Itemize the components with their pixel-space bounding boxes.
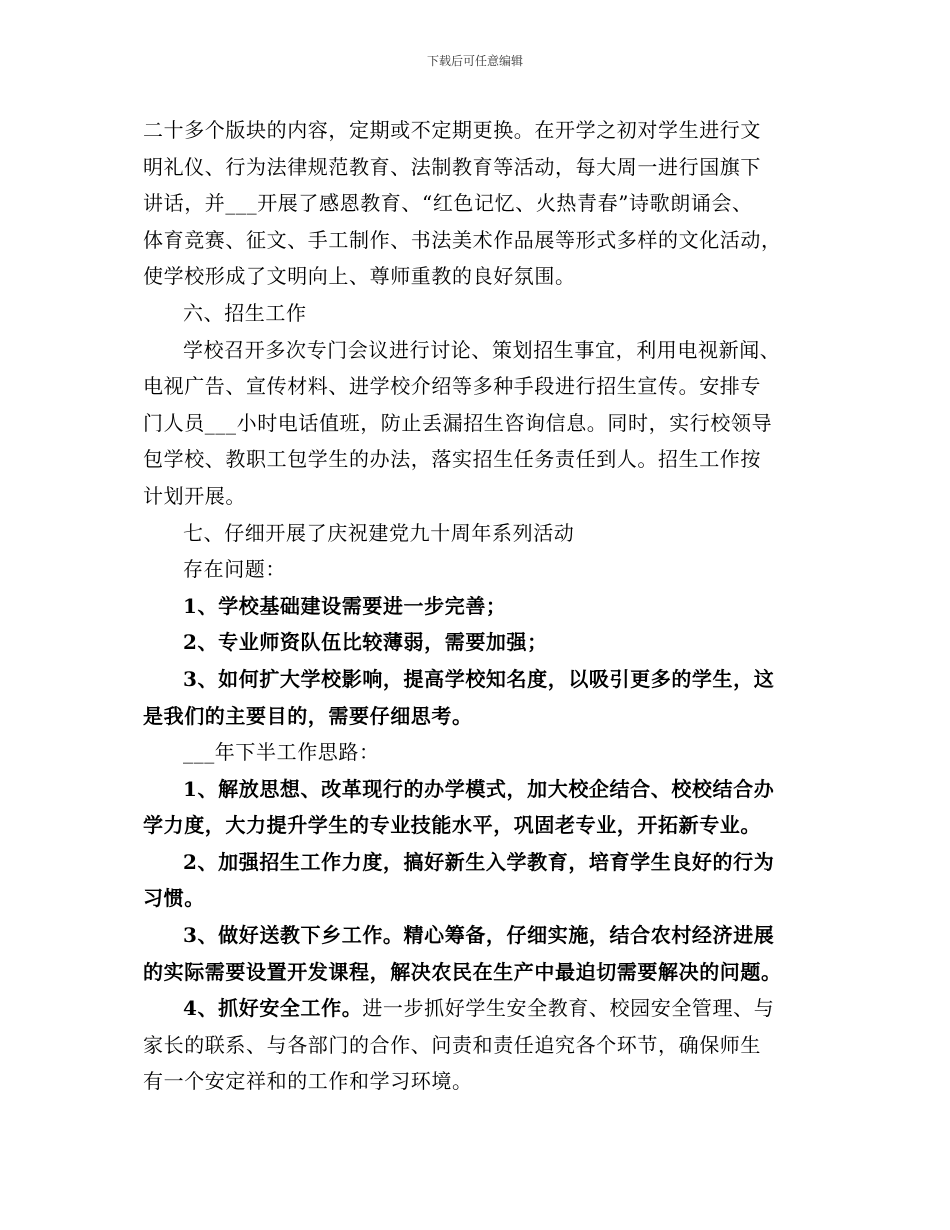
paragraph [143,844,815,917]
text-line: 2、专业师资队伍比较薄弱，需要加强； [183,630,548,655]
text-line: 使学校形成了文明向上、尊师重教的良好氛围。 [143,264,576,289]
text-line: 3、如何扩大学校影响，提高学校知名度，以吸引更多的学生，这 [183,666,775,691]
text-line: 1、解放思想、改革现行的办学模式，加大校企结合、校校结合办 [183,776,775,801]
text-line: 电视广告、宣传材料、进学校介绍等多种手段进行招生宣传。安排专 [143,374,761,399]
text-line [143,990,815,1027]
text-line: 七、仔细开展了庆祝建党九十周年系列活动 [183,520,575,545]
text-line: 习惯。 [143,886,205,911]
text-line: 3、做好送教下乡工作。精心筹备，仔细实施，结合农村经济进展 [183,923,775,948]
text-line: 存在问题： [183,557,286,582]
text-line: ___年下半工作思路： [183,740,380,765]
paragraph [143,551,815,588]
text-line: 计划开展。 [143,483,246,508]
page-header: 下载后可任意编辑 [426,54,523,68]
text-line: 讲话，并___开展了感恩教育、“红色记忆、火热青春”诗歌朗诵会、 [143,191,753,216]
text-line: 有一个安定祥和的工作和学习环境。 [143,1069,473,1094]
text-line: 体育竞赛、征文、手工制作、书法美术作品展等形式多样的文化活动， [143,227,782,252]
paragraph [143,990,815,1100]
text-line: 学校召开多次专门会议进行讨论、策划招生事宜，利用电视新闻、 [183,337,781,362]
paragraph [143,295,815,332]
bold-lead-text: 4、抓好安全工作。 [183,996,363,1021]
text-run: 进一步抓好学生安全教育、校园安全管理、与 [362,996,775,1021]
text-line: 家长的联系、与各部门的合作、问责和责任追究各个环节，确保师生 [143,1032,761,1057]
text-line: 门人员___小时电话值班，防止丢漏招生咨询信息。同时，实行校领导 [143,410,773,435]
text-line: 二十多个版块的内容，定期或不定期更换。在开学之初对学生进行文 [143,118,761,142]
paragraph [143,112,815,295]
paragraph [143,332,815,515]
paragraph [143,588,815,625]
paragraph [143,734,815,771]
paragraph [143,624,815,661]
paragraph [143,661,815,734]
text-line: 六、招生工作 [183,300,307,325]
text-line: 明礼仪、行为法律规范教育、法制教育等活动，每大周一进行国旗下 [143,154,761,179]
paragraph [143,917,815,990]
text-line: 1、学校基础建设需要进一步完善； [183,593,507,618]
text-line: 是我们的主要目的，需要仔细思考。 [143,703,473,728]
text-line: 2、加强招生工作力度，搞好新生入学教育，培育学生良好的行为 [183,849,775,874]
text-line: 包学校、教职工包学生的办法，落实招生任务责任到人。招生工作按 [143,447,761,472]
text-line: 学力度，大力提升学生的专业技能水平，巩固老专业，开拓新专业。 [143,813,761,838]
text-line: 的实际需要设置开发课程，解决农民在生产中最迫切需要解决的问题。 [143,959,782,984]
paragraph [143,515,815,552]
document-body [143,112,815,1100]
paragraph [143,771,815,844]
